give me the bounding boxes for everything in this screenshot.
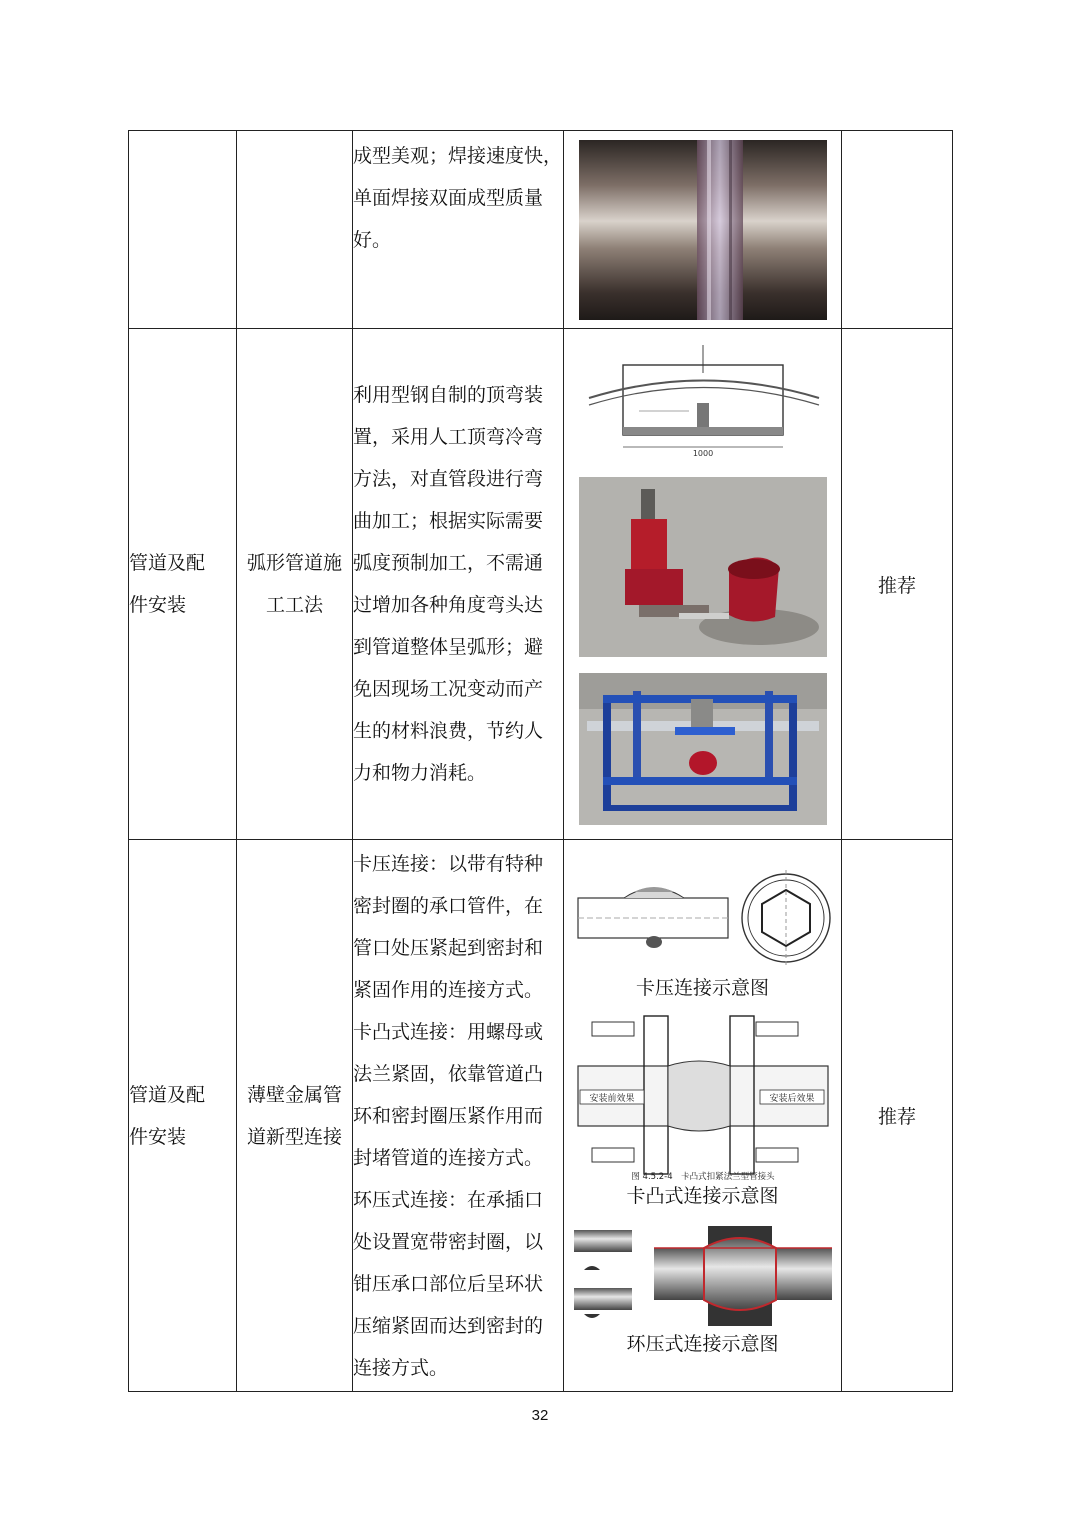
description-cell [353,131,564,329]
flange-after-label: 安装后效果 [768,1094,815,1104]
table-row [129,329,953,840]
table-row [129,840,953,1392]
description-text: 利用型钢自制的顶弯装 置，采用人工顶弯冷弯 方法，对直管段进行弯 曲加工；根据实际需要 弧度预制加工，不需通 过增加各种角度弯头达 到管道整体呈弧形；避 免因现场工况变动而产 生的材料浪费，节约人 力和物力消耗。 [353,384,544,784]
ring-press-diagram [574,1218,832,1330]
bending-device-drawing [579,343,827,461]
method-cell [237,131,353,329]
result-recommended: 推荐 [877,1106,916,1128]
result-cell [842,329,953,840]
flange-figure-label: 图 4.5.2-4 卡凸式扣紧法兰型管接头 [630,1172,775,1182]
flange-before-label: 安装前效果 [588,1094,635,1104]
flange-caption: 卡凸式连接示意图 [626,1185,779,1207]
press-fit-diagram [574,848,832,974]
image-cell [564,131,842,329]
method-cell: 弧形管道施 工工法 [237,329,353,840]
hydraulic-jack-photo [579,477,827,657]
table-row [129,131,953,329]
description-text: 卡压连接：以带有特种 密封圈的承口管件，在 管口处压紧起到密封和 紧固作用的连接方式。 卡凸式连接：用螺母或 法兰紧固，依靠管道凸 环和密封圈压紧作用而 封堵管道的连接方式。 环压式连接：在承插口 处设置宽带密封圈，以 钳压承口部位后呈环状 压缩紧固而达到密封的 连接方式。 [353,852,544,1379]
press-fit-caption: 卡压连接示意图 [635,977,769,999]
result-cell [842,131,953,329]
page-number: 32 [531,1407,549,1424]
method-cell: 薄壁金属管 道新型连接 [237,840,353,1392]
drawing-dimension: 1000 [692,449,713,458]
result-recommended: 推荐 [877,574,916,597]
image-cell [564,840,842,1392]
weld-seam-photo [579,140,827,320]
bending-frame-photo [579,673,827,825]
construction-method-table [128,130,953,1392]
image-cell [564,329,842,840]
description-text: 成型美观；焊接速度快， 单面焊接双面成型质量 好。 [353,145,563,251]
flange-connection-diagram [574,1008,832,1182]
category-cell: 管道及配 件安装 [129,329,237,840]
category-cell [129,131,237,329]
category-cell: 管道及配 件安装 [129,840,237,1392]
ring-press-caption: 环压式连接示意图 [626,1333,779,1355]
description-cell [353,840,564,1392]
description-cell [353,329,564,840]
result-cell [842,840,953,1392]
